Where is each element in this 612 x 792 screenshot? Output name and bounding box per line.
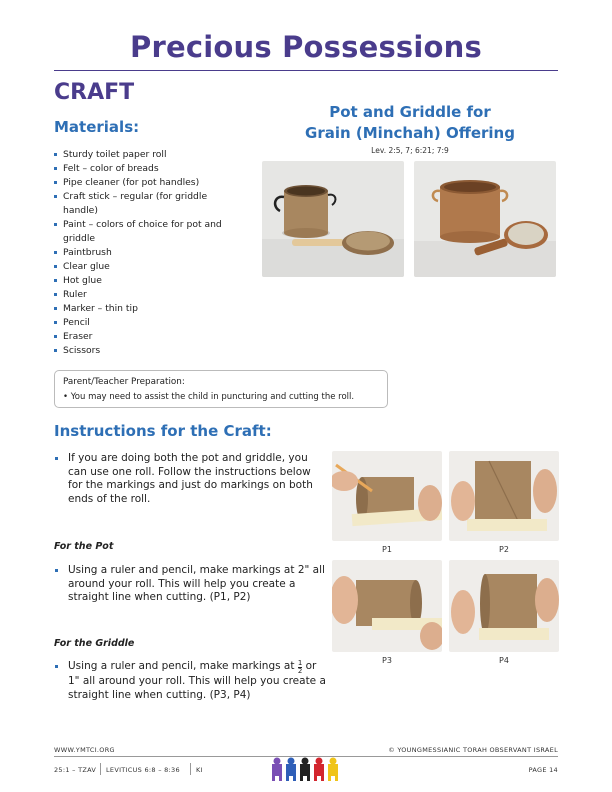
footer-copyright: © YOUNGMESSIANIC TORAH OBSERVANT ISRAEL [388, 746, 558, 754]
preparation-note [63, 392, 354, 402]
list-item: Clear glue [54, 260, 244, 274]
list-item: Scissors [54, 344, 244, 358]
scripture-reference: Lev. 2:5, 7; 6:21; 7:9 [371, 146, 449, 155]
bullet-icon: • [63, 392, 69, 402]
griddle-text-post: or 1" all around your roll. This will help you create a straight line when cutting. (P3, P4) [68, 660, 326, 701]
materials-heading: Materials: [54, 118, 140, 136]
preparation-heading: Parent/Teacher Preparation: [63, 377, 185, 387]
footer-separator [100, 763, 101, 775]
list-item: Paint – colors of choice for pot and griddle [54, 218, 244, 246]
griddle-heading: For the Griddle [54, 638, 135, 649]
instructions-heading: Instructions for the Craft: [54, 422, 272, 440]
bullet-icon [55, 569, 58, 572]
child-figure-purple [272, 758, 282, 782]
pot-text: Using a ruler and pencil, make markings at 2" all around your roll. This will help you create a straight line when cutting. (P1, P2) [68, 564, 325, 603]
section-heading: CRAFT [54, 80, 135, 105]
preparation-box [54, 370, 388, 408]
fraction-numerator: 1 [297, 659, 303, 667]
step-photo-p3 [332, 560, 442, 652]
page-title: Precious Possessions [130, 30, 482, 64]
pot-heading: For the Pot [54, 541, 114, 552]
step-photo-p2 [449, 451, 559, 541]
pot-griddle-plain-photo [262, 161, 404, 277]
caption-p3: P3 [382, 656, 392, 665]
bullet-icon [55, 457, 58, 460]
griddle-instructions [68, 660, 330, 702]
footer-website: WWW.YMTCI.ORG [54, 746, 115, 754]
materials-list [54, 148, 244, 358]
pot-griddle-painted-photo [414, 161, 556, 277]
list-item: Pencil [54, 316, 244, 330]
intro-text: If you are doing both the pot and griddle, you can use one roll. Follow the instructions below for the markings and just do markings on both ends of the roll. [68, 452, 313, 505]
list-item: Paintbrush [54, 246, 244, 260]
footer-issue: 25:1 – TZAV [54, 766, 97, 774]
footer-separator [190, 763, 191, 775]
step-photo-p4 [449, 560, 559, 652]
list-item: Felt – color of breads [54, 162, 244, 176]
title-divider [54, 70, 558, 71]
bullet-icon [55, 665, 58, 668]
list-item: Hot glue [54, 274, 244, 288]
list-item: Eraser [54, 330, 244, 344]
project-title-line1: Pot and Griddle for [329, 103, 491, 121]
step-photo-p1 [332, 451, 442, 541]
list-item: Sturdy toilet paper roll [54, 148, 244, 162]
project-title [300, 102, 520, 144]
caption-p4: P4 [499, 656, 509, 665]
pot-instructions [68, 564, 328, 605]
list-item: Craft stick – regular (for griddle handle) [54, 190, 244, 218]
project-title-line2: Grain (Minchah) Offering [305, 124, 515, 142]
preparation-note-text: You may need to assist the child in puncturing and cutting the roll. [70, 392, 355, 402]
footer-reading: LEVITICUS 6:8 – 8:36 [106, 766, 180, 774]
list-item: Ruler [54, 288, 244, 302]
griddle-text-pre: Using a ruler and pencil, make markings at [68, 660, 298, 672]
list-item: Marker – thin tip [54, 302, 244, 316]
fraction-denominator: 2 [297, 667, 303, 675]
instructions-intro [68, 452, 326, 506]
children-logo [270, 756, 350, 782]
caption-p1: P1 [382, 545, 392, 554]
list-item: Pipe cleaner (for pot handles) [54, 176, 244, 190]
footer-page-number: PAGE 14 [528, 766, 558, 774]
footer-ki: KI [196, 766, 203, 774]
caption-p2: P2 [499, 545, 509, 554]
